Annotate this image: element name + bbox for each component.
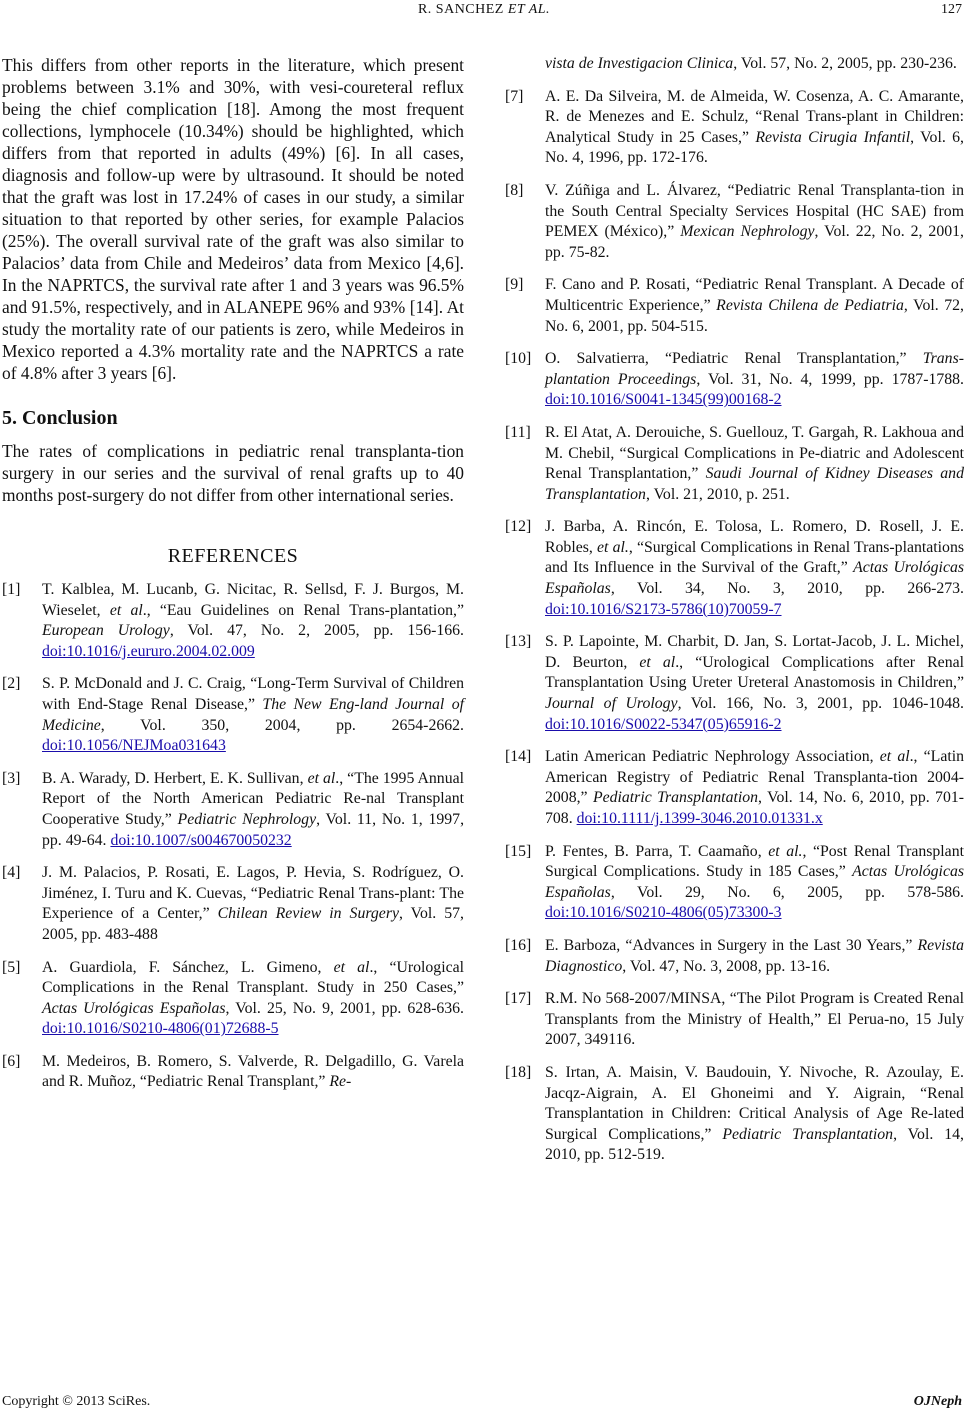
- reference-number: [4]: [2, 864, 21, 882]
- reference-journal: vista de Investigacion Clinica: [545, 55, 734, 72]
- reference-number: [5]: [2, 958, 21, 976]
- reference-journal: Chilean Review in Surgery: [217, 905, 399, 923]
- running-title: [0, 2, 968, 18]
- reference-item: [2, 1052, 464, 1093]
- reference-number: [10]: [505, 350, 532, 368]
- reference-authors-title: J. Barba, A. Rincón, E. Tolosa, L. Romero, D. Rosell, J. E. Robles,: [545, 518, 964, 556]
- reference-number: [18]: [505, 1063, 532, 1081]
- reference-authors-title: Latin American Pediatric Nephrology Association,: [545, 748, 880, 766]
- reference-item: [505, 842, 964, 924]
- reference-authors-title: R. El Atat, A. Derouiche, S. Guellouz, T. Gargah, R. Lakhoua and M. Chebil, “Surgical Complications in Pe-diatric and Adolescent Renal Transplantation,”: [545, 423, 964, 483]
- reference-number: [2]: [2, 675, 21, 693]
- left-column: [2, 54, 464, 1105]
- reference-title: ., “Eau Guidelines on Renal Trans-plantation,”: [142, 601, 464, 619]
- section-heading-conclusion: 5. Conclusion: [2, 407, 118, 429]
- reference-authors-title: E. Barboza, “Advances in Surgery in the Last 30 Years,”: [545, 936, 918, 954]
- reference-doi-link[interactable]: doi:10.1111/j.1399-3046.2010.01331.x: [576, 810, 823, 827]
- reference-details: , Vol. 57, No. 2, 2005, pp. 230-236.: [733, 55, 957, 72]
- reference-item: [505, 989, 964, 1051]
- running-title-authors: R. SANCHEZ: [417, 2, 504, 17]
- reference-etal: et al: [307, 769, 336, 787]
- reference-item: [505, 747, 964, 829]
- reference-list-right: [505, 87, 964, 1166]
- reference-journal: Journal of Urology: [545, 695, 678, 713]
- reference-list-left: [2, 580, 464, 1093]
- reference-number: [13]: [505, 633, 532, 651]
- reference-journal: Mexican Nephrology: [680, 223, 815, 241]
- reference-doi-link[interactable]: doi:10.1056/NEJMoa031643: [42, 737, 226, 755]
- reference-title: ., “Latin American Registry of Pediatric Renal Transplanta-tion 2004-2008,”: [545, 748, 965, 807]
- reference-doi-link[interactable]: doi:10.1016/j.eururo.2004.02.009: [42, 642, 255, 660]
- reference-item: [505, 275, 964, 337]
- reference-authors-title: B. A. Warady, D. Herbert, E. K. Sullivan,: [42, 769, 308, 787]
- reference-number: [1]: [2, 581, 21, 598]
- reference-number: [3]: [2, 769, 21, 787]
- reference-authors-title: V. Zúñiga and L. Álvarez, “Pediatric Renal Transplanta-tion in the South Central Specialty Services Hospital (HC SAE) from PEMEX (México),”: [545, 181, 964, 241]
- reference-doi-link[interactable]: doi:10.1016/S0210-4806(05)73300-3: [545, 904, 782, 922]
- reference-number: [9]: [505, 276, 524, 294]
- reference-authors-title: S. P. McDonald and J. C. Craig, “Long-Term Survival of Children with End-Stage Renal Disease,”: [42, 675, 464, 713]
- reference-number: [7]: [505, 87, 524, 105]
- reference-item: [505, 517, 964, 620]
- reference-details: , Vol. 11, No. 1, 1997, pp. 49-64.: [42, 810, 465, 849]
- reference-etal: et al: [879, 748, 910, 766]
- reference-number: [11]: [505, 423, 531, 441]
- reference-doi-link[interactable]: doi:10.1016/S0041-1345(99)00168-2: [545, 391, 782, 409]
- reference-details: , Vol. 34, No. 3, 2010, pp. 266-273.: [610, 580, 964, 598]
- reference-item: [505, 1063, 964, 1166]
- reference-journal: European Urology: [42, 622, 170, 640]
- reference-journal: The New Eng-land Journal of Medicine: [42, 695, 464, 734]
- reference-details: , Vol. 47, No. 2, 2005, pp. 156-166.: [169, 622, 465, 640]
- journal-abbreviation: OJNeph: [913, 1394, 962, 1409]
- reference-journal: Revista Cirugia Infantil: [755, 128, 911, 146]
- reference-authors-title: O. Salvatierra, “Pediatric Renal Transplantation,”: [545, 350, 923, 368]
- reference-title: , “Surgical Complications in Renal Trans-plantations and Its Influence in the Survival of the Graft,”: [545, 538, 964, 577]
- reference-details: , Vol. 72, No. 6, 2001, pp. 504-515.: [545, 296, 965, 335]
- reference-number: [17]: [505, 990, 532, 1008]
- reference-authors-title: S. P. Lapointe, M. Charbit, D. Jan, S. Lortat-Jacob, J. L. Michel, D. Beurton,: [545, 633, 964, 671]
- reference-item-continuation: [505, 54, 964, 75]
- reference-details: , Vol. 14, 2010, pp. 512-519.: [545, 1125, 964, 1164]
- reference-journal: Actas Urológicas Españolas: [545, 863, 964, 901]
- reference-etal: et al.: [597, 538, 629, 556]
- reference-journal: Revista Diagnostico: [545, 936, 964, 975]
- reference-details: , Vol. 57, 2005, pp. 483-488: [42, 905, 464, 943]
- reference-etal: et al: [109, 601, 143, 619]
- reference-authors-title: S. Irtan, A. Maisin, V. Baudouin, Y. Nivoche, R. Azoulay, E. Jacqz-Aigrain, A. El Ghoneimi and Y. Aigrain, “Renal Transplantation in Children: Critical Analysis of Age Re-lated Surgical Complications,”: [545, 1063, 964, 1143]
- reference-item: [505, 423, 964, 505]
- running-title-etal: ET AL.: [507, 2, 551, 17]
- reference-number: [6]: [2, 1052, 21, 1070]
- reference-doi-link[interactable]: doi:10.1007/s004670050232: [110, 831, 292, 849]
- reference-details: , Vol. 47, No. 3, 2008, pp. 13-16.: [622, 957, 831, 975]
- reference-details: , Vol. 6, No. 4, 1996, pp. 172-176.: [545, 128, 964, 167]
- reference-title: , “Post Renal Transplant Surgical Complications. Study in 185 Cases,”: [545, 842, 964, 881]
- reference-authors-title: J. M. Palacios, P. Rosati, E. Lagos, P. Hevia, S. Rodríguez, O. Jiménez, I. Turu and K. Cuevas, “Pediatric Renal Trans-plant: The Experience of a Center,”: [42, 864, 464, 923]
- reference-item: [2, 674, 464, 756]
- copyright-notice: Copyright © 2013 SciRes.: [2, 1394, 151, 1409]
- reference-number: [12]: [505, 518, 532, 536]
- reference-doi-link[interactable]: doi:10.1016/S0210-4806(01)72688-5: [42, 1020, 279, 1038]
- reference-details: , Vol. 31, No. 4, 1999, pp. 1787-1788.: [696, 370, 964, 388]
- references-heading: REFERENCES: [167, 545, 299, 567]
- page-footer: [0, 1394, 968, 1412]
- reference-journal: Pediatric Nephrology: [177, 810, 317, 828]
- reference-item: [505, 936, 964, 977]
- reference-authors-title: A. E. Da Silveira, M. de Almeida, W. Cosenza, A. C. Amarante, R. de Menezes and E. Schulz, “Renal Trans-plant in Children: Analytical Study in 25 Cases,”: [545, 87, 964, 146]
- reference-number: [8]: [505, 181, 524, 199]
- reference-item: [2, 580, 464, 662]
- reference-details: , Vol. 21, 2010, p. 251.: [645, 485, 790, 503]
- reference-details: , Vol. 350, 2004, pp. 2654-2662.: [100, 716, 464, 734]
- reference-authors-title: T. Kalblea, M. Lucanb, G. Nicitac, R. Sellsd, F. J. Burgos, M. Wieselet,: [42, 581, 464, 619]
- discussion-paragraph: This differs from other reports in the literature, which present problems between 3.1% and 30%, with vesi-coureteral reflux being the chief complication [18]. Among the most frequent collections, lymphocele (10.34%) should be highlighted, which differs from that reported in adults (49%) [6]. In all cases, diagnosis and follow-up were by ultrasound. It should be noted that the graft was lost in 17.24% of cases in our study, a similar situation to that reported by other series, for example Palacios (25%). The overall survival rate of the graft was also similar to Palacios’ data from Chile and Medeiros’ data from Mexico [4,6]. In the NAPRTCS, the survival rate after 1 and 3 years was 96.5% and 91.5%, respectively, and in ALANEPE 96% and 93% [14]. At study the mortality rate of our patients is zero, while Medeiros in Mexico reported a 4.3% mortality rate and the NAPRTCS a rate of 4.8% after 3 years [6].: [2, 55, 464, 383]
- reference-details: , Vol. 14, No. 6, 2010, pp. 701-708.: [545, 789, 964, 827]
- reference-journal: Revista Chilena de Pediatria: [716, 296, 904, 314]
- reference-journal: Pediatric Transplantation: [722, 1125, 894, 1143]
- reference-number: [15]: [505, 842, 532, 860]
- reference-details: , Vol. 166, No. 3, 2001, pp. 1046-1048.: [677, 695, 964, 713]
- reference-item: [2, 863, 464, 945]
- reference-title: ., “Urological Complications in the Renal Transplant. Study in 250 Cases,”: [42, 958, 465, 997]
- reference-item: [505, 349, 964, 411]
- reference-item: [505, 181, 964, 263]
- reference-authors-title: F. Cano and P. Rosati, “Pediatric Renal Transplant. A Decade of Multicentric Experience,”: [545, 276, 964, 314]
- reference-item: [505, 87, 964, 169]
- reference-item: [2, 769, 464, 851]
- reference-authors-title: R.M. No 568-2007/MINSA, “The Pilot Program is Created Renal Transplants from the Ministry of Health,” El Perua-no, 15 July 2007, 349116.: [545, 990, 964, 1049]
- reference-title: ., “The 1995 Annual Report of the North American Pediatric Re-nal Transplant Cooperative Study,”: [42, 769, 464, 828]
- reference-etal: et al: [639, 653, 676, 671]
- conclusion-paragraph: The rates of complications in pediatric renal transplanta-tion surgery in our series and the survival of renal grafts up to 40 months post-surgery do not differ from other international series.: [2, 441, 464, 505]
- reference-doi-link[interactable]: doi:10.1016/S2173-5786(10)70059-7: [545, 600, 782, 618]
- reference-etal: et al.: [768, 842, 803, 860]
- reference-number: [14]: [505, 748, 532, 766]
- reference-title: ., “Urological Complications after Renal Transplantation Using Ureter Ureteral Anastomosis in Children,”: [545, 653, 964, 692]
- reference-details: , Vol. 25, No. 9, 2001, pp. 628-636.: [225, 999, 464, 1017]
- reference-journal: Pediatric Transplantation: [592, 789, 759, 807]
- reference-item: [505, 632, 964, 735]
- reference-authors-title: A. Guardiola, F. Sánchez, L. Gimeno,: [42, 958, 334, 976]
- reference-details: , Vol. 29, No. 6, 2005, pp. 578-586.: [610, 883, 964, 901]
- right-column: [505, 54, 964, 1178]
- reference-journal: Re-: [329, 1073, 352, 1091]
- reference-number: [16]: [505, 936, 532, 954]
- reference-etal: et al: [333, 958, 370, 976]
- reference-journal: Actas Urológicas Españolas: [545, 559, 965, 598]
- reference-journal: Saudi Journal of Kidney Diseases and Transplantation: [545, 465, 964, 503]
- reference-authors-title: P. Fentes, B. Parra, T. Caamaño,: [545, 842, 769, 860]
- reference-item: [2, 958, 464, 1040]
- page-header: [0, 0, 968, 20]
- page-number: 127: [941, 2, 962, 17]
- reference-details: , Vol. 22, No. 2, 2001, pp. 75-82.: [545, 223, 964, 261]
- reference-journal: Trans-plantation Proceedings: [545, 350, 964, 388]
- reference-authors-title: M. Medeiros, B. Romero, S. Valverde, R. Delgadillo, G. Varela and R. Muñoz, “Pediatric Renal Transplant,”: [42, 1052, 464, 1091]
- reference-journal: Actas Urológicas Españolas: [42, 999, 226, 1017]
- reference-doi-link[interactable]: doi:10.1016/S0022-5347(05)65916-2: [545, 715, 782, 733]
